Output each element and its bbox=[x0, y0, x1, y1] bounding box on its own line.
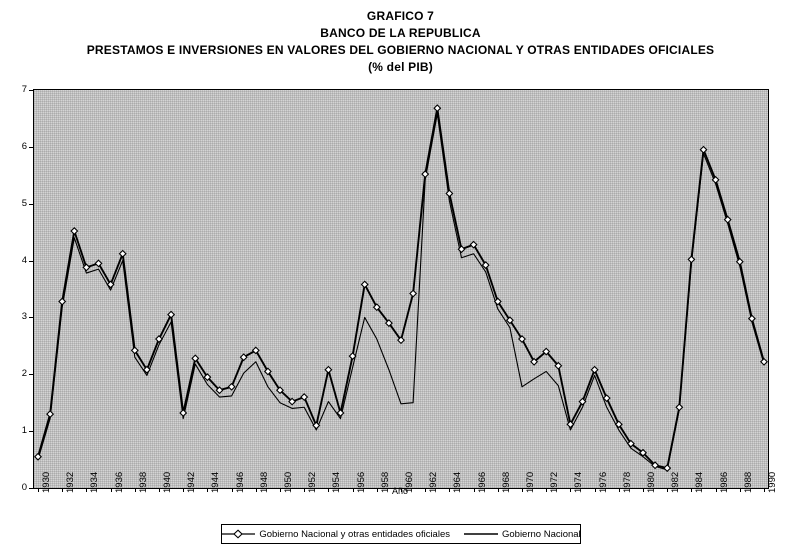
legend-item-1 bbox=[464, 529, 581, 540]
chart-legend bbox=[221, 524, 581, 544]
x-tick-mark bbox=[38, 488, 39, 492]
legend-marker-diamond-icon bbox=[221, 529, 255, 539]
x-tick-mark bbox=[328, 488, 329, 492]
x-tick-mark bbox=[522, 488, 523, 492]
x-tick-label: 1972 bbox=[549, 471, 561, 493]
x-tick-label: 1964 bbox=[452, 471, 464, 493]
y-tick-label: 4 bbox=[21, 254, 27, 266]
x-tick-label: 1970 bbox=[525, 471, 536, 493]
plot-area bbox=[33, 89, 769, 489]
x-tick-mark bbox=[619, 488, 620, 492]
x-tick-label: 1948 bbox=[258, 471, 270, 493]
x-tick-label: 1980 bbox=[646, 471, 657, 493]
y-tick-label: 1 bbox=[21, 425, 27, 437]
x-tick-label: 1976 bbox=[597, 471, 609, 493]
x-tick-label: 1940 bbox=[162, 471, 173, 493]
x-tick-mark bbox=[474, 488, 475, 492]
x-tick-mark bbox=[135, 488, 136, 492]
x-tick-label: 1960 bbox=[404, 471, 415, 493]
x-tick-mark bbox=[643, 488, 644, 492]
x-axis-label: Año bbox=[392, 486, 409, 496]
y-tick-label: 0 bbox=[21, 482, 27, 493]
y-tick-mark bbox=[29, 261, 33, 262]
y-tick-mark bbox=[29, 431, 33, 432]
x-tick-label: 1930 bbox=[41, 471, 52, 493]
y-tick-mark bbox=[29, 204, 33, 205]
x-tick-mark bbox=[570, 488, 571, 492]
x-tick-label: 1934 bbox=[89, 471, 101, 493]
title-line-3: PRESTAMOS E INVERSIONES EN VALORES DEL GOBIERNO NACIONAL Y OTRAS ENTIDADES OFICIALES bbox=[86, 43, 715, 57]
x-tick-label: 1974 bbox=[573, 471, 585, 493]
x-tick-mark bbox=[304, 488, 305, 492]
x-tick-label: 1938 bbox=[137, 471, 149, 493]
y-tick-mark bbox=[29, 374, 33, 375]
x-tick-label: 1932 bbox=[65, 471, 77, 493]
x-tick-label: 1936 bbox=[113, 471, 125, 493]
y-tick-label: 5 bbox=[21, 197, 27, 209]
x-tick-mark bbox=[498, 488, 499, 492]
x-tick-mark bbox=[62, 488, 63, 492]
y-tick-mark bbox=[29, 90, 33, 91]
x-tick-mark bbox=[716, 488, 717, 492]
y-tick-label: 7 bbox=[21, 84, 27, 95]
x-tick-label: 1958 bbox=[379, 471, 391, 493]
x-tick-mark bbox=[449, 488, 450, 492]
x-tick-mark bbox=[353, 488, 354, 492]
title-line-1: GRAFICO 7 bbox=[366, 9, 435, 23]
x-tick-mark bbox=[111, 488, 112, 492]
x-tick-mark bbox=[595, 488, 596, 492]
x-tick-mark bbox=[377, 488, 378, 492]
x-tick-mark bbox=[425, 488, 426, 492]
x-tick-label: 1950 bbox=[283, 471, 294, 493]
x-tick-label: 1956 bbox=[355, 471, 367, 493]
legend-label-0: Gobierno Nacional y otras entidades oficiales bbox=[259, 528, 450, 540]
x-tick-mark bbox=[232, 488, 233, 492]
x-tick-label: 1978 bbox=[621, 471, 633, 493]
x-tick-mark bbox=[740, 488, 741, 492]
x-tick-label: 1988 bbox=[742, 471, 754, 493]
x-tick-label: 1952 bbox=[307, 471, 319, 493]
y-tick-mark bbox=[29, 317, 33, 318]
y-tick-mark bbox=[29, 488, 33, 489]
x-tick-label: 1954 bbox=[331, 471, 343, 493]
x-tick-mark bbox=[280, 488, 281, 492]
x-tick-mark bbox=[546, 488, 547, 492]
y-tick-mark bbox=[29, 147, 33, 148]
x-tick-label: 1984 bbox=[694, 471, 706, 493]
x-tick-label: 1982 bbox=[670, 471, 682, 493]
x-tick-mark bbox=[764, 488, 765, 492]
x-tick-mark bbox=[256, 488, 257, 492]
chart-titles bbox=[0, 8, 801, 76]
x-tick-mark bbox=[667, 488, 668, 492]
legend-item-0 bbox=[221, 529, 450, 540]
x-tick-mark bbox=[207, 488, 208, 492]
y-tick-label: 6 bbox=[21, 140, 27, 152]
chart-lines bbox=[34, 90, 768, 488]
x-tick-mark bbox=[86, 488, 87, 492]
y-tick-label: 3 bbox=[21, 311, 27, 323]
x-tick-label: 1944 bbox=[210, 471, 222, 493]
x-tick-label: 1990 bbox=[767, 471, 778, 493]
legend-marker-line-icon bbox=[464, 529, 498, 539]
x-tick-label: 1968 bbox=[500, 471, 512, 493]
x-tick-mark bbox=[691, 488, 692, 492]
title-line-4: (% del PIB) bbox=[368, 60, 433, 74]
title-line-2: BANCO DE LA REPUBLICA bbox=[320, 26, 481, 40]
x-tick-mark bbox=[159, 488, 160, 492]
x-tick-label: 1942 bbox=[186, 471, 198, 493]
legend-label-1: Gobierno Nacional bbox=[501, 528, 581, 540]
x-tick-label: 1962 bbox=[428, 471, 440, 493]
x-tick-label: 1966 bbox=[476, 471, 488, 493]
x-tick-label: 1946 bbox=[234, 471, 246, 493]
x-tick-mark bbox=[183, 488, 184, 492]
x-tick-label: 1986 bbox=[718, 471, 730, 493]
y-tick-label: 2 bbox=[21, 368, 27, 380]
